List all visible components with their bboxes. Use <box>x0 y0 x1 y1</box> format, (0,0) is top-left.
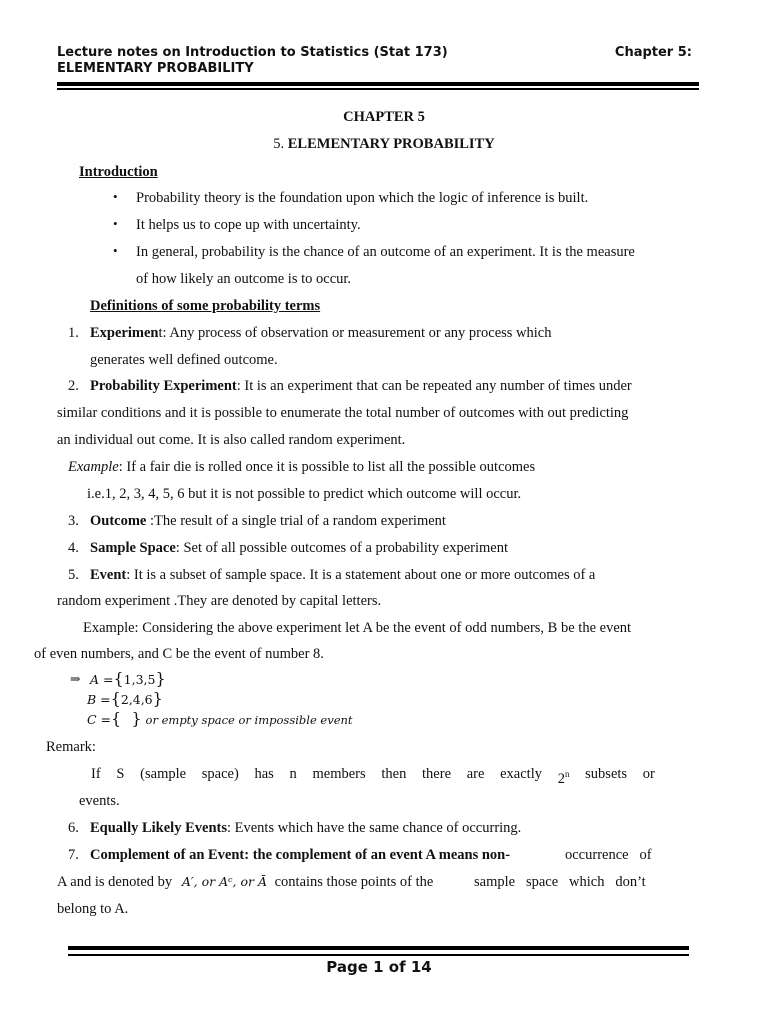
event-example-line-1: Example: Considering the above experiment let A be the event of odd numbers, B be the event <box>83 620 632 636</box>
chapter-title: CHAPTER 5 <box>343 109 425 125</box>
event-term: Event <box>90 567 127 583</box>
intro-bullet-1: Probability theory is the foundation upon which the logic of inference is built. <box>136 190 589 206</box>
set-b-equation: B ={2,4,6} <box>87 689 163 708</box>
probability-experiment-line-2: similar conditions and it is possible to enumerate the total number of outcomes with out predicting <box>57 405 629 421</box>
intro-heading: Introduction <box>79 164 158 180</box>
remark-line-1: If S (sample space) has n members then there are exactly 2$^n$ subsets or <box>91 766 655 787</box>
item-number: 7. <box>68 847 79 863</box>
bullet-dot: • <box>113 243 118 258</box>
probability-experiment-line-1: Probability Experiment: It is an experiment that can be repeated any number of times under <box>90 378 632 394</box>
set-a-values: 1,3,5 <box>123 672 156 687</box>
implies-symbol: ⇒ <box>70 671 81 686</box>
intro-bullet-2: It helps us to cope up with uncertainty. <box>136 217 361 233</box>
header-chapter-label: Chapter 5: <box>614 45 692 60</box>
complement-line-2-tail: sample space which don’t <box>474 874 646 890</box>
header-rule-thin <box>57 88 699 90</box>
page-number: Page 1 of 14 <box>326 958 432 976</box>
experiment-term: Experimen <box>90 325 159 341</box>
sample-space-term: Sample Space <box>90 540 176 556</box>
experiment-definition: : Any process of observation or measurement or any process which <box>162 325 552 341</box>
probability-experiment-term: Probability Experiment <box>90 378 237 394</box>
sample-space-line: Sample Space: Set of all possible outcomes of a probability experiment <box>90 540 509 556</box>
event-example-line-2: of even numbers, and C be the event of number 8. <box>34 646 324 662</box>
item-number: 6. <box>68 820 79 836</box>
bullet-dot: • <box>113 189 118 204</box>
event-line-2: random experiment .They are denoted by capital letters. <box>57 593 382 609</box>
event-line-1: Event: It is a subset of sample space. It is a statement about one or more outcomes of a <box>90 567 596 583</box>
experiment-line-1: Experiment: Any process of observation or measurement or any process which <box>90 325 552 341</box>
header-course-title: Lecture notes on Introduction to Statistics (Stat 173) <box>57 45 448 60</box>
complement-line-2: A and is denoted by A′, or Aᶜ, or Ā contains those points of the <box>57 874 434 890</box>
item-number: 1. <box>68 325 79 341</box>
definitions-heading: Definitions of some probability terms <box>90 298 321 314</box>
intro-bullet-3-cont: of how likely an outcome is to occur. <box>136 271 352 287</box>
item-number: 2. <box>68 378 79 394</box>
set-b-values: 2,4,6 <box>120 692 153 707</box>
chapter-number: 5. <box>273 136 285 152</box>
remark-line-2: events. <box>79 793 120 809</box>
footer-rule-thick <box>68 946 689 950</box>
header-rule-thick <box>57 82 699 86</box>
example-line-1: Example: If a fair die is rolled once it is possible to list all the possible outcomes <box>68 459 536 475</box>
item-number: 3. <box>68 513 79 529</box>
complement-term: Complement of an Event: the complement of an event A means non- <box>90 847 511 863</box>
probability-experiment-line-3: an individual out come. It is also called random experiment. <box>57 432 406 448</box>
complement-notation: A′, or Aᶜ, or Ā <box>181 874 267 889</box>
chapter-subtitle <box>0 136 768 153</box>
example-label: Example <box>68 459 119 475</box>
equally-likely-line: Equally Likely Events: Events which have the same chance of occurring. <box>90 820 522 836</box>
complement-line-1-tail: occurrence of <box>565 847 652 863</box>
footer-rule-thin <box>68 954 689 956</box>
outcome-term: Outcome <box>90 513 147 529</box>
complement-line-1 <box>90 846 510 864</box>
intro-bullet-3: In general, probability is the chance of an outcome of an experiment. It is the measure <box>136 244 635 260</box>
bullet-dot: • <box>113 216 118 231</box>
header-chapter-name: ELEMENTARY PROBABILITY <box>57 61 254 76</box>
example-line-2: i.e.1, 2, 3, 4, 5, 6 but it is not possible to predict which outcome will occur. <box>87 486 522 502</box>
outcome-line: Outcome :The result of a single trial of a random experiment <box>90 513 446 529</box>
experiment-line-2: generates well defined outcome. <box>90 352 278 368</box>
set-c-equation: C ={ } or empty space or impossible event <box>87 709 353 728</box>
chapter-subtitle-text: ELEMENTARY PROBABILITY <box>287 136 495 152</box>
item-number: 5. <box>68 567 79 583</box>
remark-label: Remark: <box>46 739 96 755</box>
complement-line-3: belong to A. <box>57 901 129 917</box>
set-a-equation: A ={1,3,5} <box>90 669 166 688</box>
item-number: 4. <box>68 540 79 556</box>
power-of-two: 2$^n$ <box>557 769 570 787</box>
set-c-description: or empty space or impossible event <box>145 713 353 727</box>
equally-likely-term: Equally Likely Events <box>90 820 227 836</box>
running-header-left <box>57 45 448 77</box>
